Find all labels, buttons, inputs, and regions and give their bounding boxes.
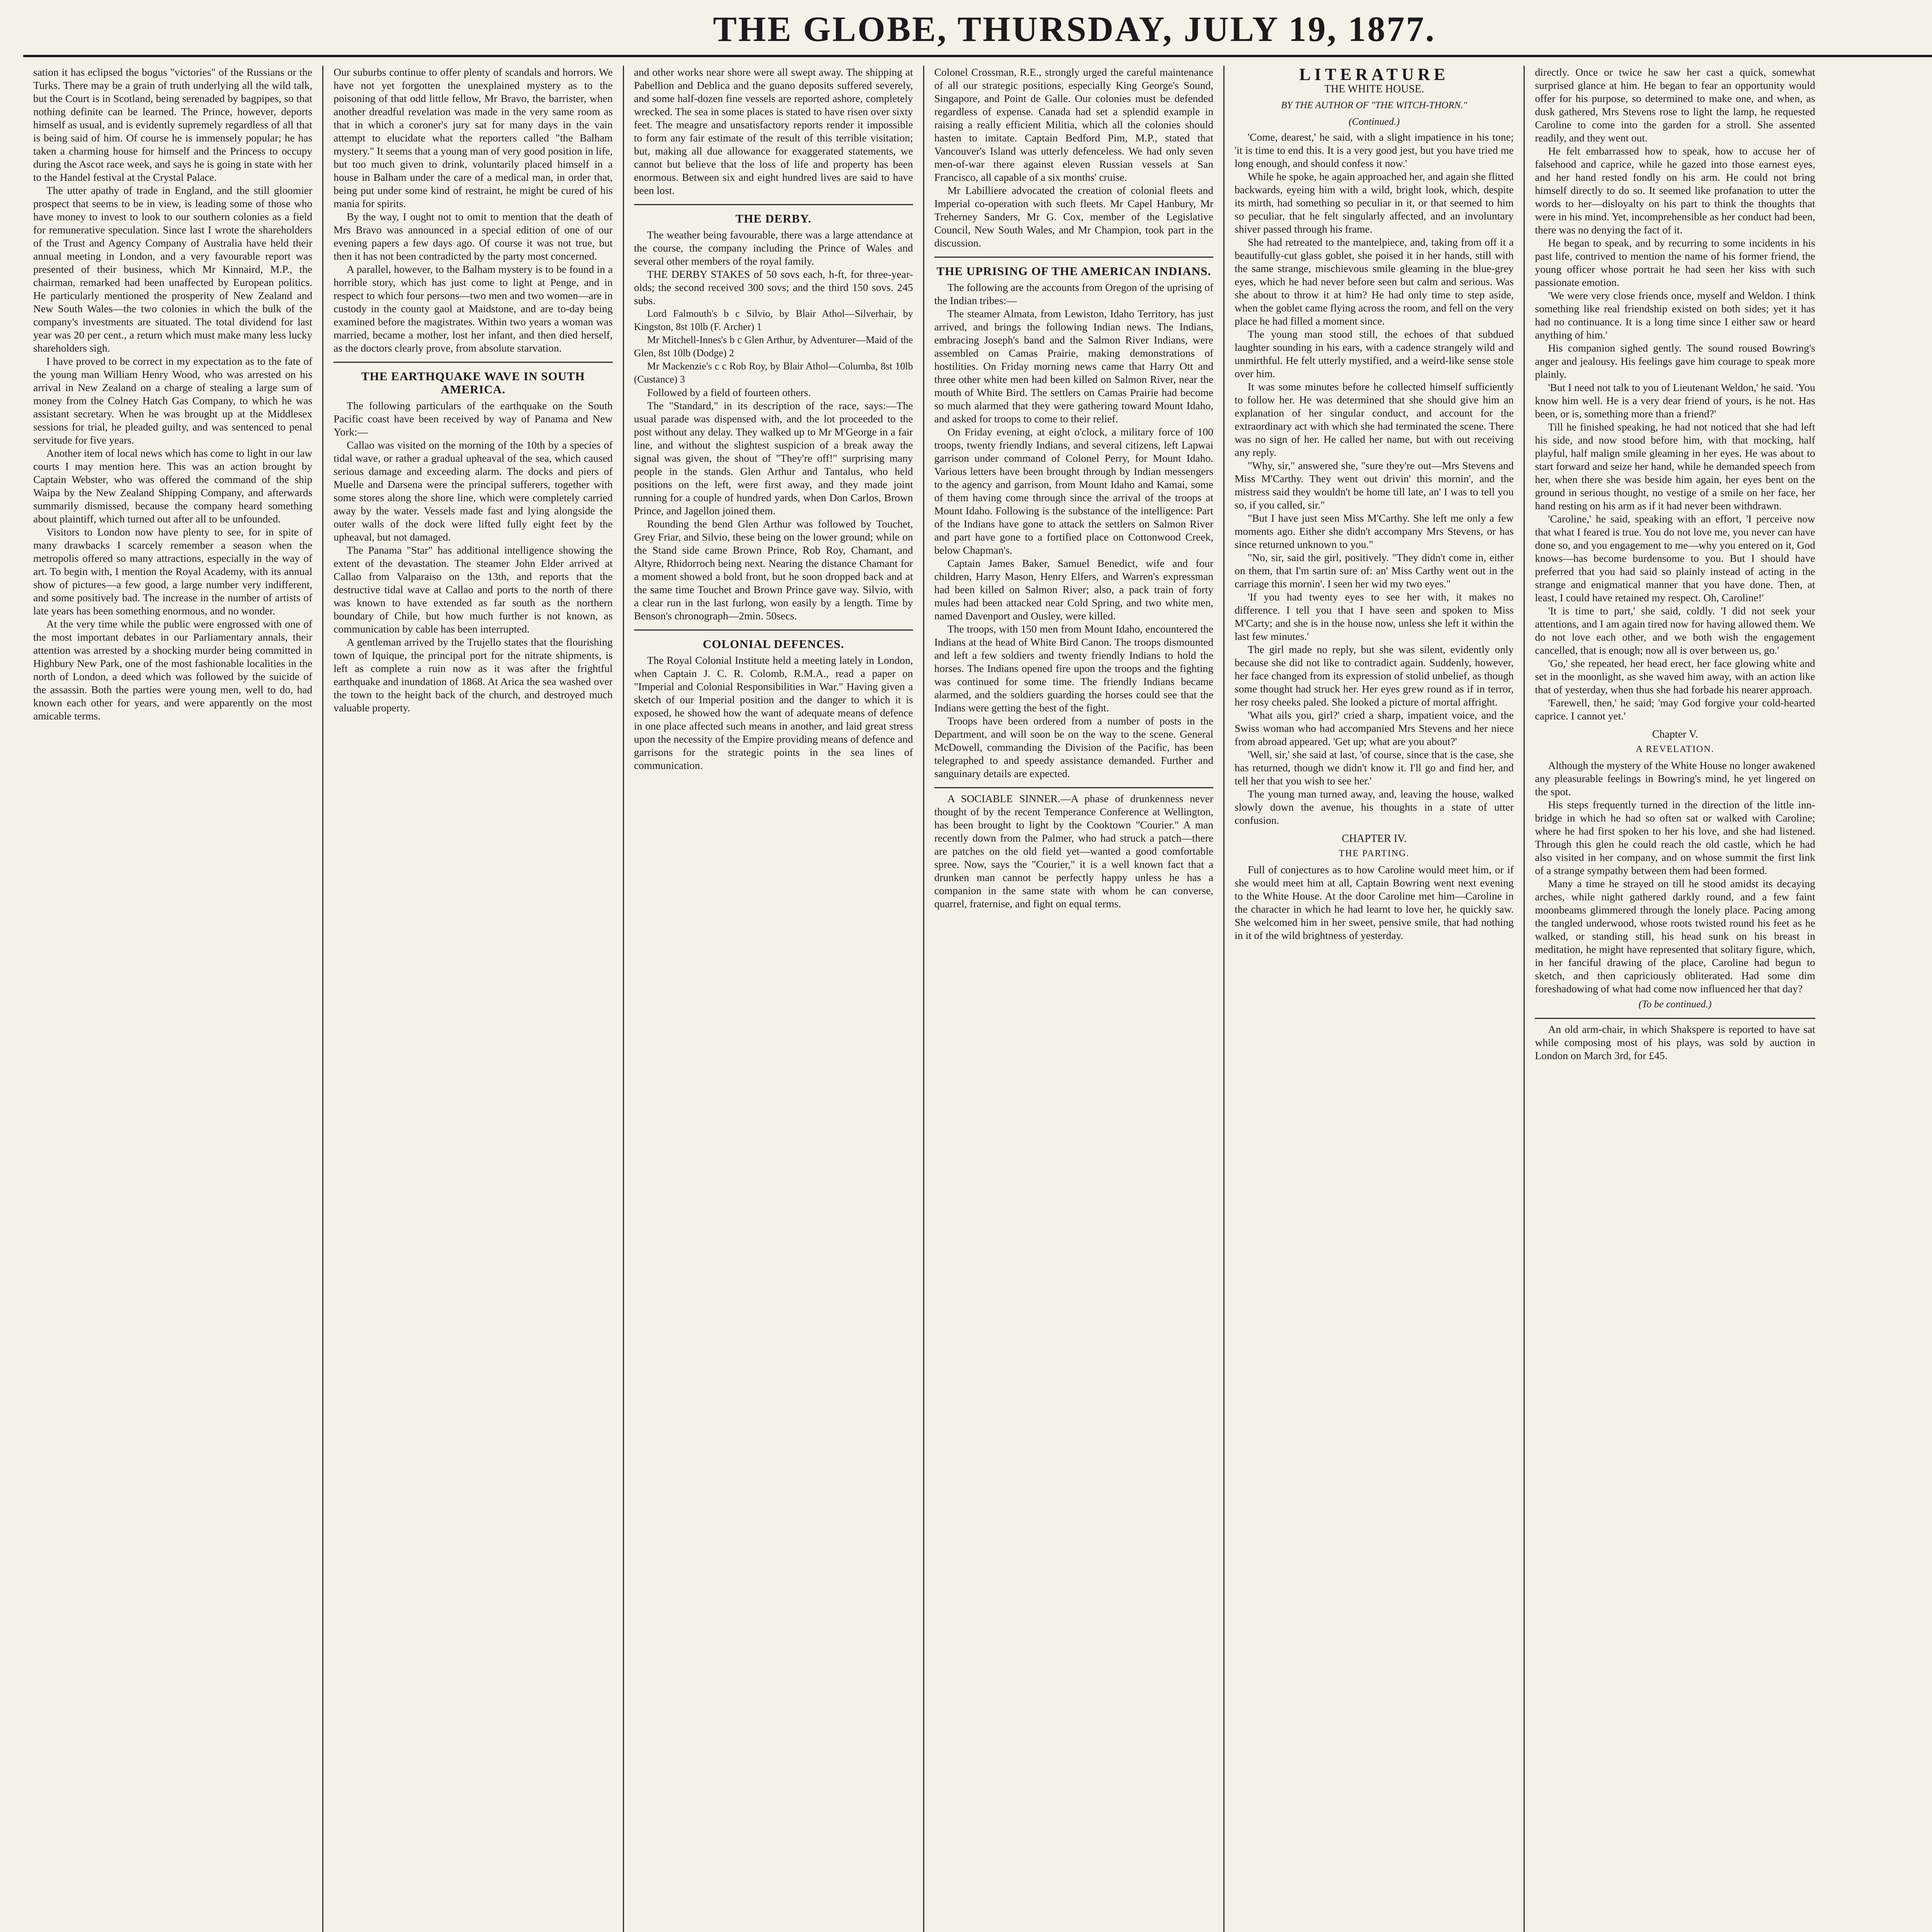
paragraph: Colonel Crossman, R.E., strongly urged the careful maintenance of all our strategic positions, especially King George's Sound, Singapore, and Point de Galle. Our colonies must be defended regardless of expense. Canada had set a splendid example in raising a really efficient Militia, which all the colonies should hasten to imitate. Captain Bedford Pim, M.P., stated that Vancouver's Island was utterly defenceless. We had only seven men-of-war there against eleven Russian vessels at San Francisco, all capable of a six months' cruise.	[934, 66, 1214, 183]
paragraph: Mr Labilliere advocated the creation of colonial fleets and Imperial co-operation with such fleets. Mr Capel Hanbury, Mr Treherney Sanders, Mr G. Cox, member of the Legislative Council, New South Wales, and Mr Champion, took part in the discussion.	[934, 184, 1214, 249]
paragraph: A parallel, however, to the Balham mystery is to be found in a horrible story, which has just come to light at Penge, and in respect to which four persons—two men and two women—are in custody in the county gaol at Maidstone, and are to-day being examined before the magistrates. Within two years a woman was married, became a mother, lost her infant, and then died herself, as the doctors clearly prove, from absolute starvation.	[333, 263, 613, 354]
section-heading-earthquake: THE EARTHQUAKE WAVE IN SOUTH AMERICA.	[361, 369, 585, 396]
paragraph: Till he finished speaking, he had not noticed that she had left his side, and now stood before him, with that mocking, half playful, half malign smile gleaming in her eyes. He was about to start forward and seize her hand, while he demanded speech from her, when there she was beside him again, her eyes bent on the ground in serious thought, no vestige of a smile on her face, her hand resting on his arm as if it had never been withdrawn.	[1535, 421, 1815, 512]
paragraph: The weather being favourable, there was a large attendance at the course, the company including the Prince of Wales and several other members of the royal family.	[634, 229, 913, 267]
paragraph: The following particulars of the earthquake on the South Pacific coast have been received by way of Panama and New York:—	[333, 400, 613, 438]
paragraph-shakespeare-chair: An old arm-chair, in which Shakspere is reported to have sat while composing most of his plays, was sold by auction in London on March 3rd, for £45.	[1535, 1023, 1815, 1061]
race-result: Lord Falmouth's b c Silvio, by Blair Athol—Silverhair, by Kingston, 8st 10lb (F. Archer) 1	[634, 308, 913, 332]
paragraph: 'Go,' she repeated, her head erect, her face glowing white and set in the moonlight, as she waved him away, with an action like that of yesterday, when thus she had forbade his nearer approach.	[1535, 657, 1815, 696]
chapter-subtitle: THE PARTING.	[1338, 849, 1410, 859]
paragraph: Troops have been ordered from a number of posts in the Department, and will soon be on the way to the scene. General McDowell, commanding the Division of the Pacific, has been telegraphed to and speedy assistance demanded. Further and sanguinary details are expected.	[934, 715, 1214, 779]
paragraph: "But I have just seen Miss M'Carthy. She left me only a few moments ago. Either she didn't accompany Mrs Stevens, or has since returned unknown to you."	[1235, 512, 1514, 550]
section-divider	[1535, 1018, 1815, 1019]
paragraph: The utter apathy of trade in England, and the still gloomier prospect that seems to be in view, is leading some of those who have money to invest to look to our southern colonies as a field for remunerative speculation. Since last I wrote the shareholders of the Trust and Agency Company of Australia have held their annual meeting in London, and a very favourable report was presented of their business, which Mr Kinnaird, M.P., the chairman, remarked had been unaffected by European politics. He particularly mentioned the prosperity of New Zealand and New South Wales—the two colonies in which the bulk of the company's investments are situated. The total dividend for last year was 20 per cent., a return which must make many less lucky shareholders sigh.	[33, 184, 313, 354]
chapter-heading: CHAPTER IV.	[1342, 833, 1407, 845]
column-2	[323, 66, 624, 1932]
paragraph: "No, sir, said the girl, positively. "They didn't come in, either on them, that I'm sartin sure of: an' Miss Carthy went out in the carriage this mornin'. I seen her wid my two eyes."	[1235, 551, 1514, 590]
paragraph: THE DERBY STAKES of 50 sovs each, h-ft, for three-year-olds; the second received 300 sovs; and the third 150 sovs. 245 subs.	[634, 268, 913, 306]
paragraph: 'Caroline,' he said, speaking with an effort, 'I perceive now that what I feared is true. You do not love me, you never can have done so, and you engagement to me—why you entered on it, God knows—has become burdensome to you. But I should have preferred that you had said so plainly instead of acting in the strange and enigmatical manner that you have done. Then, at least, I could have retained my respect. Oh, Caroline!'	[1535, 513, 1815, 604]
paragraph: 'Well, sir,' she said at last, 'of course, since that is the case, she has returned, though we didn't know it. I'll go and find her, and tell her that you wish to see her.'	[1235, 748, 1514, 787]
paragraph: While he spoke, he again approached her, and again she flitted backwards, eyeing him with a wild, bright look, which, despite its mirth, had something so peculiar in it, or that seemed to him so peculiar, that he felt singularly affected, and an involuntary shiver passed through his frame.	[1235, 170, 1514, 235]
paragraph: The "Standard," in its description of the race, says:—The usual parade was dispensed with, and the lot proceeded to the post without any delay. They walked up to Mr M'George in a fair line, and without the slightest suspicion of a break away the signal was given, the shout of "They're off!" surprising many people in the stands. Glen Arthur and Tantalus, who held positions on the left, were first away, and they made joint running for a couple of hundred yards, when Don Carlos, Brown Prince, and Jagellon joined them.	[634, 400, 913, 517]
byline: BY THE AUTHOR OF "THE WITCH-THORN."	[1281, 100, 1468, 111]
continued-note: (Continued.)	[1349, 116, 1400, 127]
section-divider	[634, 204, 913, 205]
paragraph: Followed by a field of fourteen others.	[647, 386, 811, 398]
paragraph: On Friday evening, at eight o'clock, a military force of 100 troops, twenty friendly Indians, and several citizens, left Lapwai garrison under command of Colonel Perry, for Mount Idaho. Various letters have been brought through by Indian messengers to the agency and garrison, from Mount Idaho and Kamai, some of them having come through since the arrival of the troops at Mount Idaho. Following is the substance of the intelligence: Part of the Indians have gone to attack the settlers on Salmon River and part have gone to a fortified place on Cottonwood Creek, below Chapman's.	[934, 426, 1214, 556]
paragraph: The girl made no reply, but she was silent, evidently only because she did not like to contradict again. Suddenly, however, her face changed from its expression of stolid unbelief, as though some thought had struck her. Her eyes grew round as if in terror, her rosy cheeks paled. She looked a picture of mortal affright.	[1235, 643, 1514, 708]
paragraph: Callao was visited on the morning of the 10th by a species of tidal wave, or rather a gradual upheaval of the sea, which caused serious damage and exceeding alarm. The docks and piers of Muelle and Darsena were the principal sufferers, together with some stores along the shore line, which were completely carried away by the water. Vessels made fast and lying alongside the outer walls of the dock were lifted fully eight feet by the upheaval, but not damaged.	[333, 439, 613, 543]
masthead	[0, 0, 1932, 58]
newspaper-page	[23, 66, 1932, 1932]
paragraph: 'We were very close friends once, myself and Weldon. I think something like real friendship existed on both sides; yet it has had no continuance. It is a long time since I either saw or heard anything of him.'	[1535, 289, 1815, 341]
section-divider	[333, 362, 612, 363]
paragraph: 'It is time to part,' she said, coldly. 'I did not seek your attentions, and I am again tired now for having allowed them. We do not love each other, and we both wish the engagement cancelled, that is enough; now all is over between us, go.'	[1535, 605, 1815, 656]
paragraph: Full of conjectures as to how Caroline would meet him, or if she would meet him at all, Captain Bowring went next evening to the White House. At the door Caroline met him—Caroline in the character in which he had learnt to love her, he quickly saw. She welcomed him in her sweet, pensive smile, that had nothing in it of the wild brightness of yesterday.	[1235, 864, 1514, 941]
paragraph: Rounding the bend Glen Arthur was followed by Touchet, Grey Friar, and Silvio, these being on the lower ground; while on the Stand side came Brown Prince, Rob Roy, Chamant, and Altyre, Rhidorroch being next. Nearing the distance Chamant for a moment showed a bold front, but he soon dropped back and at the same time Touchet and Brown Prince gave way. Silvio, with a clear run in the last furlong, won easily by a length. Time by Benson's chronograph—2min. 50secs.	[634, 518, 913, 622]
column-3	[624, 66, 924, 1932]
paragraph: He felt embarrassed how to speak, how to accuse her of falsehood and caprice, while he gazed into those earnest eyes, and her hand rested fondly on his arm. He could not bring himself directly to do so. It seemed like profanation to utter the words to her—disloyalty on his part to think the thoughts that were in his mind. Yet, incomprehensible as her conduct had been, there was no denying the fact of it.	[1535, 145, 1815, 236]
paragraph: The steamer Almata, from Lewiston, Idaho Territory, has just arrived, and brings the following Indian news. The Indians, embracing Joseph's band and the Salmon River Indians, were assembled on Camas Prairie, making demonstrations of hostilities. On Friday morning news came that Harry Ott and three other white men had been killed on Salmon River, near the mouth of White Bird. The settlers on Camas Prairie had become so much alarmed that they were gathering toward Mount Idaho, and asked for troops to come to their relief.	[934, 308, 1214, 425]
paragraph: Visitors to London now have plenty to see, for in spite of many drawbacks I scarcely remember a season when the metropolis offered so many attractions, especially in the way of art. To begin with, I mention the Royal Academy, with its annual show of pictures—a few good, a large number very indifferent, and some positively bad. The increase in the number of artists of late years has been something enormous, and no wonder.	[33, 526, 313, 617]
paragraph: The troops, with 150 men from Mount Idaho, encountered the Indians at the head of White Bird Canon. The troops dismounted and left a few soldiers and twenty friendly Indians to hold the horses. The Indians opened fire upon the troops and the fighting was continued for some time. The friendly Indians became alarmed, and the soldiers guarding the horses could see that the Indians were getting the best of the fight.	[934, 623, 1214, 714]
column-1	[23, 66, 323, 1932]
paragraph: Captain James Baker, Samuel Benedict, wife and four children, Harry Mason, Henry Elfers, and Warren's expressman had been killed on Salmon River; also, a pack train of forty mules had been attacked near Cold Spring, and two white men, named Davenport and Ousley, were killed.	[934, 557, 1214, 622]
chapter-heading: Chapter V.	[1652, 728, 1698, 740]
paragraph: He began to speak, and by recurring to some incidents in his past life, contrived to mention the name of his former friend, the young officer whose portrait he had seen her kiss with such passionate emotion.	[1535, 237, 1815, 288]
race-result: Mr Mitchell-Innes's b c Glen Arthur, by Adventurer—Maid of the Glen, 8st 10lb (Dodge) 2	[634, 334, 913, 359]
paragraph: It was some minutes before he collected himself sufficiently to follow her. He was determined that she should give him an explanation of her singular conduct, and account for the extraordinary act with which she had terminated the scene. There was no sign of her. He called her name, but with out receiving any reply.	[1235, 381, 1514, 458]
paragraph: 'What ails you, girl?' cried a sharp, impatient voice, and the Swiss woman who had accompanied Mrs Stevens and her niece from abroad appeared. 'Get up; what are you about?'	[1235, 709, 1514, 747]
paragraph: Our suburbs continue to offer plenty of scandals and horrors. We have not yet forgotten the unexplained mystery as to the poisoning of that odd little fellow, Mr Bravo, the barrister, when another dreadful revelation was made in the very same room as that in which a coroner's jury sat for many days in the vain attempt to elucidate what the reporters called "the Balham mystery." It seems that a young man of very good position in life, but too much given to drink, voluntarily placed himself in a house in Balham under the care of a medical man, in order that, being put under some kind of restraint, he might be cured of his mania for spirits.	[333, 66, 613, 209]
paragraph: The young man stood still, the echoes of that subdued laughter sounding in his ears, with a cadence strangely wild and unmirthful. He felt utterly mystified, and a weird-like sense stole over him.	[1235, 328, 1514, 379]
paragraph: and other works near shore were all swept away. The shipping at Pabellion and Deblica and the guano deposits suffered severely, and some half-dozen fine vessels are reported ashore, completely wrecked. The sea in some places is stated to have risen over sixty feet. The meagre and unsatisfactory reports render it impossible to form any fair estimate of the result of this terrible visitation; but, making all due allowance for exaggerated statements, we cannot but believe that the loss of life and property has been enormous. Between six and eight hundred lives are said to have been lost.	[634, 66, 913, 196]
paragraph: "Why, sir," answered she, "sure they're out—Mrs Stevens and Miss M'Carthy. They went out drivin' this mornin', and the mistress said they wouldn't be home till late, an' I was to tell you so, if you called, sir."	[1235, 459, 1514, 511]
paragraph: Many a time he strayed on till he stood amidst its decaying arches, while night gathered darkly round, and a few faint moonbeams glimmered through the lonely place. Pacing among the tangled underwood, whose roots twisted round his feet as he walked, or standing still, his head sunk on his breast in meditation, he might have represented that solitary figure, which, in her fanciful drawing of the place, Caroline had begun to sketch, and then capriciously obliterated. Had some dim foreshadowing of what had come now influenced her that day?	[1535, 878, 1815, 995]
paragraph: 'Come, dearest,' he said, with a slight impatience in his tone; 'it is time to end this. It is a very good jest, but you have tried me long enough, and should confess it now.'	[1235, 131, 1514, 169]
paragraph: The Panama "Star" has additional intelligence showing the extent of the devastation. The steamer John Elder arrived at Callao from Valparaiso on the 13th, and reports that the destructive tidal wave at Callao and ports to the north of there was known to have extended as far south as the northern boundary of Chile, but how much further is not known, as communication by cable has been interrupted.	[333, 544, 613, 635]
column-4	[924, 66, 1225, 1932]
paragraph: She had retreated to the mantelpiece, and, taking from off it a beautifully-cut glass goblet, she poised it in her hands, still with the same strange, mischievous smile gleaming in the blue-grey eyes, which he had never before seen but calm and serious. Was she about to throw it at him? He had only time to step aside, when the goblet came flying across the room, and fell on the very place he had filled a moment since.	[1235, 236, 1514, 327]
paragraph: I have proved to be correct in my expectation as to the fate of the young man William Henry Wood, who was arrested on his arrival in New Zealand on a charge of stealing a large sum of money from the Colney Hatch Gas Company, to which he was assistant secretary. When he was brought up at the Middlesex sessions for trial, he pleaded guilty, and was sentenced to penal servitude for five years.	[33, 355, 313, 446]
masthead-rule	[23, 55, 1932, 57]
section-heading-indians: THE UPRISING OF THE AMERICAN INDIANS.	[936, 264, 1211, 278]
section-heading-derby: THE DERBY.	[735, 212, 812, 225]
paragraph: At the very time while the public were engrossed with one of the most important debates in our Parliamentary annals, their attention was arrested by a shocking murder being committed in Highbury New Park, one of the most fashionable localities in the north of London, a deed which was followed by the suicide of the assassin. Both the parties were young men, well to do, had known each other for years, and were apparently on the most amicable terms.	[33, 618, 313, 722]
paragraph: By the way, I ought not to omit to mention that the death of Mrs Bravo was announced in a special edition of one of our evening papers a few days ago. Of course it was not true, but then it has not been contradicted by the party most concerned.	[333, 211, 613, 262]
column-5	[1225, 66, 1525, 1932]
section-divider	[934, 787, 1213, 788]
to-be-continued: (To be continued.)	[1638, 998, 1712, 1010]
paragraph: The following are the accounts from Oregon of the uprising of the Indian tribes:—	[934, 281, 1214, 306]
paragraph-sociable-sinner: A SOCIABLE SINNER.—A phase of drunkenness never thought of by the recent Temperance Conference at Wellington, has been brought to light by the Cooktown "Courier." A man recently down from the Palmer, who had struck a patch—there are patches on the old field yet—wanted a good comfortable spree. Now, says the "Courier," it is a well known fact that a drunken man cannot be perfectly happy unless he has a companion in the same state with whom he can converse, quarrel, fraternise, and fight on equal terms.	[934, 793, 1214, 910]
paragraph: His steps frequently turned in the direction of the little inn-bridge in which he had so often sat or walked with Caroline; where he had first spoken to her his love, and she had listened. Through this glen he could reach the old castle, which he had also visited in her company, and on whose summit the first link of a strange sympathy between them had been formed.	[1535, 799, 1815, 876]
literature-heading: LITERATURE	[1299, 66, 1449, 84]
paragraph: directly. Once or twice he saw her cast a quick, somewhat surprised glance at him. He began to fear an opportunity would offer for his purpose, so determined to make one, and when, as dusk gathered, Mrs Stevens rose to light the lamp, he requested Caroline to come into the garden for a stroll. She assented readily, and they went out.	[1535, 66, 1815, 144]
paragraph: 'Farewell, then,' he said; 'may God forgive your cold-hearted caprice. I cannot yet.'	[1535, 697, 1815, 722]
chapter-subtitle: A REVELATION.	[1636, 744, 1714, 754]
paragraph: Another item of local news which has come to light in our law courts I may mention here. This was an action brought by Captain Webster, who was offered the command of the ship Waipa by the New Zealand Shipping Company, and afterwards summarily dismissed, because the company heard something about plaintiff, which turned out after all to be unfounded.	[33, 447, 313, 525]
section-divider	[634, 629, 913, 631]
paragraph: The Royal Colonial Institute held a meeting lately in London, when Captain J. C. R. Colomb, R.M.A., read a paper on "Imperial and Colonial Responsibilities in War." Having given a sketch of our Imperial position and the danger to which it is exposed, he showed how the want of adequate means of defence in one place affected such means in another, and laid great stress upon the necessity of the Empire providing means of defence and garrisons for the strategic points in the sea lines of communication.	[634, 654, 913, 771]
paragraph: His companion sighed gently. The sound roused Bowring's anger and jealousy. His feelings gave him courage to speak more plainly.	[1535, 342, 1815, 380]
paragraph: sation it has eclipsed the bogus "victories" of the Russians or the Turks. There may be a grain of truth underlying all the wild talk, but the Court is in Scotland, being serenaded by bagpipes, so that nothing definite can be learned. The Prince, however, deports himself as usual, and is evidently supremely regardless of all that is being said of him. Of course he is immensely popular; he has taken a charming house for himself and the Princess to occupy during the Ascot race week, and says he is going in state with her to the Handel festival at the Crystal Palace.	[33, 66, 313, 183]
paragraph: Although the mystery of the White House no longer awakened any pleasurable feelings in Bowring's mind, he yet lingered on the spot.	[1535, 759, 1815, 798]
paragraph: 'But I need not talk to you of Lieutenant Weldon,' he said. 'You know him well. He is a very dear friend of yours, is he not. Has been, or is, something more than a friend?'	[1535, 381, 1815, 420]
paragraph: 'If you had twenty eyes to see her with, it makes no difference. I tell you that I have seen and spoken to Miss M'Carty; and she is in the house now, unless she left it within the last few minutes.'	[1235, 591, 1514, 642]
newspaper-title: THE GLOBE, THURSDAY, JULY 19, 1877.	[713, 9, 1436, 49]
section-heading-colonial-defences: COLONIAL DEFENCES.	[702, 637, 844, 651]
section-divider	[934, 257, 1213, 258]
paragraph: A gentleman arrived by the Trujello states that the flourishing town of Iquique, the principal port for the nitrate shipments, is left as complete a ruin now as it was after the frightful earthquake and inundation of 1868. At Arica the sea washed over the town to the height back of the church, and destroyed much valuable property.	[333, 636, 613, 714]
story-title: THE WHITE HOUSE.	[1324, 83, 1424, 95]
race-result: Mr Mackenzie's c c Rob Roy, by Blair Athol—Columba, 8st 10lb (Custance) 3	[634, 361, 913, 385]
paragraph: The young man turned away, and, leaving the house, walked slowly down the avenue, his thoughts in a state of utter confusion.	[1235, 788, 1514, 826]
column-6	[1525, 66, 1825, 1932]
